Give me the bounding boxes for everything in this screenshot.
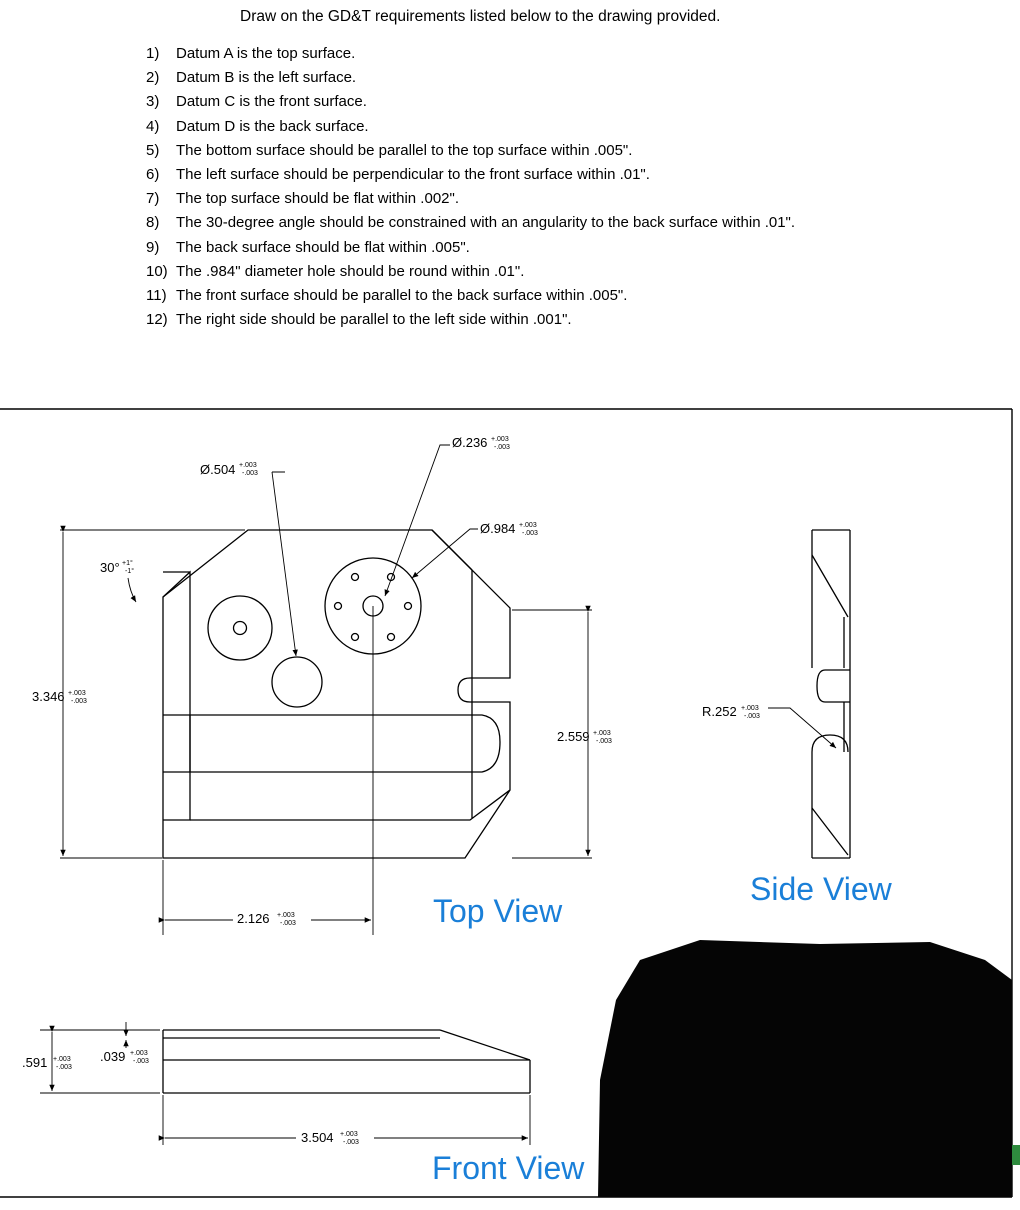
- requirement-item: [146, 214, 795, 231]
- requirement-item: [146, 166, 650, 183]
- tol-minus: -.003: [280, 920, 296, 927]
- tol-plus: +.003: [277, 912, 295, 919]
- requirement-item: [146, 239, 470, 256]
- top-view-dimensions: [60, 445, 592, 935]
- dim-label-step-039: .039: [100, 1049, 126, 1064]
- tol-plus: +.003: [741, 705, 759, 712]
- requirement-item: [146, 142, 632, 159]
- dim-label-thickness-591: .591: [22, 1055, 48, 1070]
- side-view-dimensions: [768, 708, 836, 748]
- tol-minus: -.003: [242, 470, 258, 477]
- tol-minus: -.003: [596, 738, 612, 745]
- dim-label-radius-252: R.252: [702, 704, 737, 719]
- tol-plus: +.003: [519, 522, 537, 529]
- dim-label-dia-984: Ø.984: [480, 521, 516, 536]
- requirement-number: 12): [146, 311, 168, 329]
- requirement-item: [146, 45, 355, 62]
- tol-minus: -.003: [343, 1139, 359, 1146]
- tol-minus: -.003: [56, 1064, 72, 1071]
- requirement-text: Datum A is the top surface.: [176, 45, 356, 62]
- requirement-text: The top surface should be flat within .002".: [176, 190, 459, 208]
- tol-plus: +.003: [130, 1050, 148, 1057]
- tol-plus: +.003: [340, 1131, 358, 1138]
- requirement-text: The .984" diameter hole should be round within .01".: [176, 262, 525, 280]
- requirement-item: [146, 190, 459, 207]
- requirement-text: Datum B is the left surface.: [176, 69, 357, 87]
- instructions-panel: [0, 0, 1020, 400]
- requirement-number: 2): [146, 69, 160, 87]
- requirement-number: 10): [146, 262, 168, 280]
- engineering-drawing: [0, 405, 1020, 1205]
- requirement-item: [146, 287, 627, 304]
- front-view-outline: [163, 1030, 530, 1093]
- green-edge-marker: [1012, 1145, 1020, 1165]
- tol-minus: -.003: [71, 698, 87, 705]
- top-view-outline: [163, 530, 510, 858]
- instructions-title: Draw on the GD&T requirements listed below to the drawing provided.: [240, 8, 721, 25]
- dim-label-height-2559: 2.559: [557, 729, 590, 744]
- dim-label-angle-30: 30°: [100, 560, 120, 575]
- side-view-label: Side View: [750, 871, 892, 907]
- requirement-item: [146, 69, 356, 86]
- dim-label-width-2126: 2.126: [237, 911, 270, 926]
- front-view-dimensions: [40, 1022, 530, 1145]
- requirement-number: 1): [146, 45, 160, 62]
- requirement-text: Datum D is the back surface.: [176, 117, 369, 135]
- requirement-text: Datum C is the front surface.: [176, 93, 367, 111]
- dim-label-width-3504: 3.504: [301, 1130, 334, 1145]
- side-view-outline: [812, 530, 850, 858]
- requirement-number: 7): [146, 190, 160, 208]
- drawing-canvas: [0, 405, 1020, 1205]
- requirement-number: 5): [146, 141, 160, 159]
- tol-plus: +.003: [593, 730, 611, 737]
- photo-obstruction: [598, 940, 1012, 1197]
- tol-plus: +.003: [239, 462, 257, 469]
- requirement-text: The right side should be parallel to the left side within .001".: [176, 311, 572, 329]
- tol-plus: +.003: [68, 690, 86, 697]
- requirement-number: 11): [146, 287, 167, 304]
- tol-plus: +.003: [491, 436, 509, 443]
- tol-minus: -1°: [125, 568, 135, 575]
- tol-minus: -.003: [522, 530, 538, 537]
- dim-label-dia-504: Ø.504: [200, 462, 236, 477]
- requirement-text: The front surface should be parallel to the back surface within .005".: [176, 287, 628, 304]
- tol-minus: -.003: [494, 444, 510, 451]
- requirement-number: 9): [146, 238, 160, 256]
- requirement-item: [146, 118, 369, 135]
- requirement-item: [146, 311, 572, 328]
- requirement-number: 6): [146, 166, 160, 183]
- tol-plus: +.003: [53, 1056, 71, 1063]
- requirement-text: The left surface should be perpendicular to the front surface within .01".: [176, 166, 650, 183]
- requirement-number: 8): [146, 214, 160, 232]
- tol-minus: -.003: [744, 713, 760, 720]
- requirement-number: 3): [146, 93, 160, 111]
- front-view-label: Front View: [432, 1150, 585, 1186]
- requirement-item: [146, 263, 524, 280]
- dim-label-height-3346: 3.346: [32, 689, 65, 704]
- top-view-label: Top View: [433, 893, 563, 929]
- requirement-text: The 30-degree angle should be constrained with an angularity to the back surface within .01".: [176, 214, 796, 232]
- tol-plus: +1°: [122, 560, 133, 567]
- tol-minus: -.003: [133, 1058, 149, 1065]
- dim-label-dia-236: Ø.236: [452, 435, 488, 450]
- requirement-text: The back surface should be flat within .005".: [176, 238, 470, 256]
- requirement-number: 4): [146, 117, 160, 135]
- requirement-item: [146, 93, 367, 110]
- requirement-text: The bottom surface should be parallel to the top surface within .005".: [176, 141, 633, 159]
